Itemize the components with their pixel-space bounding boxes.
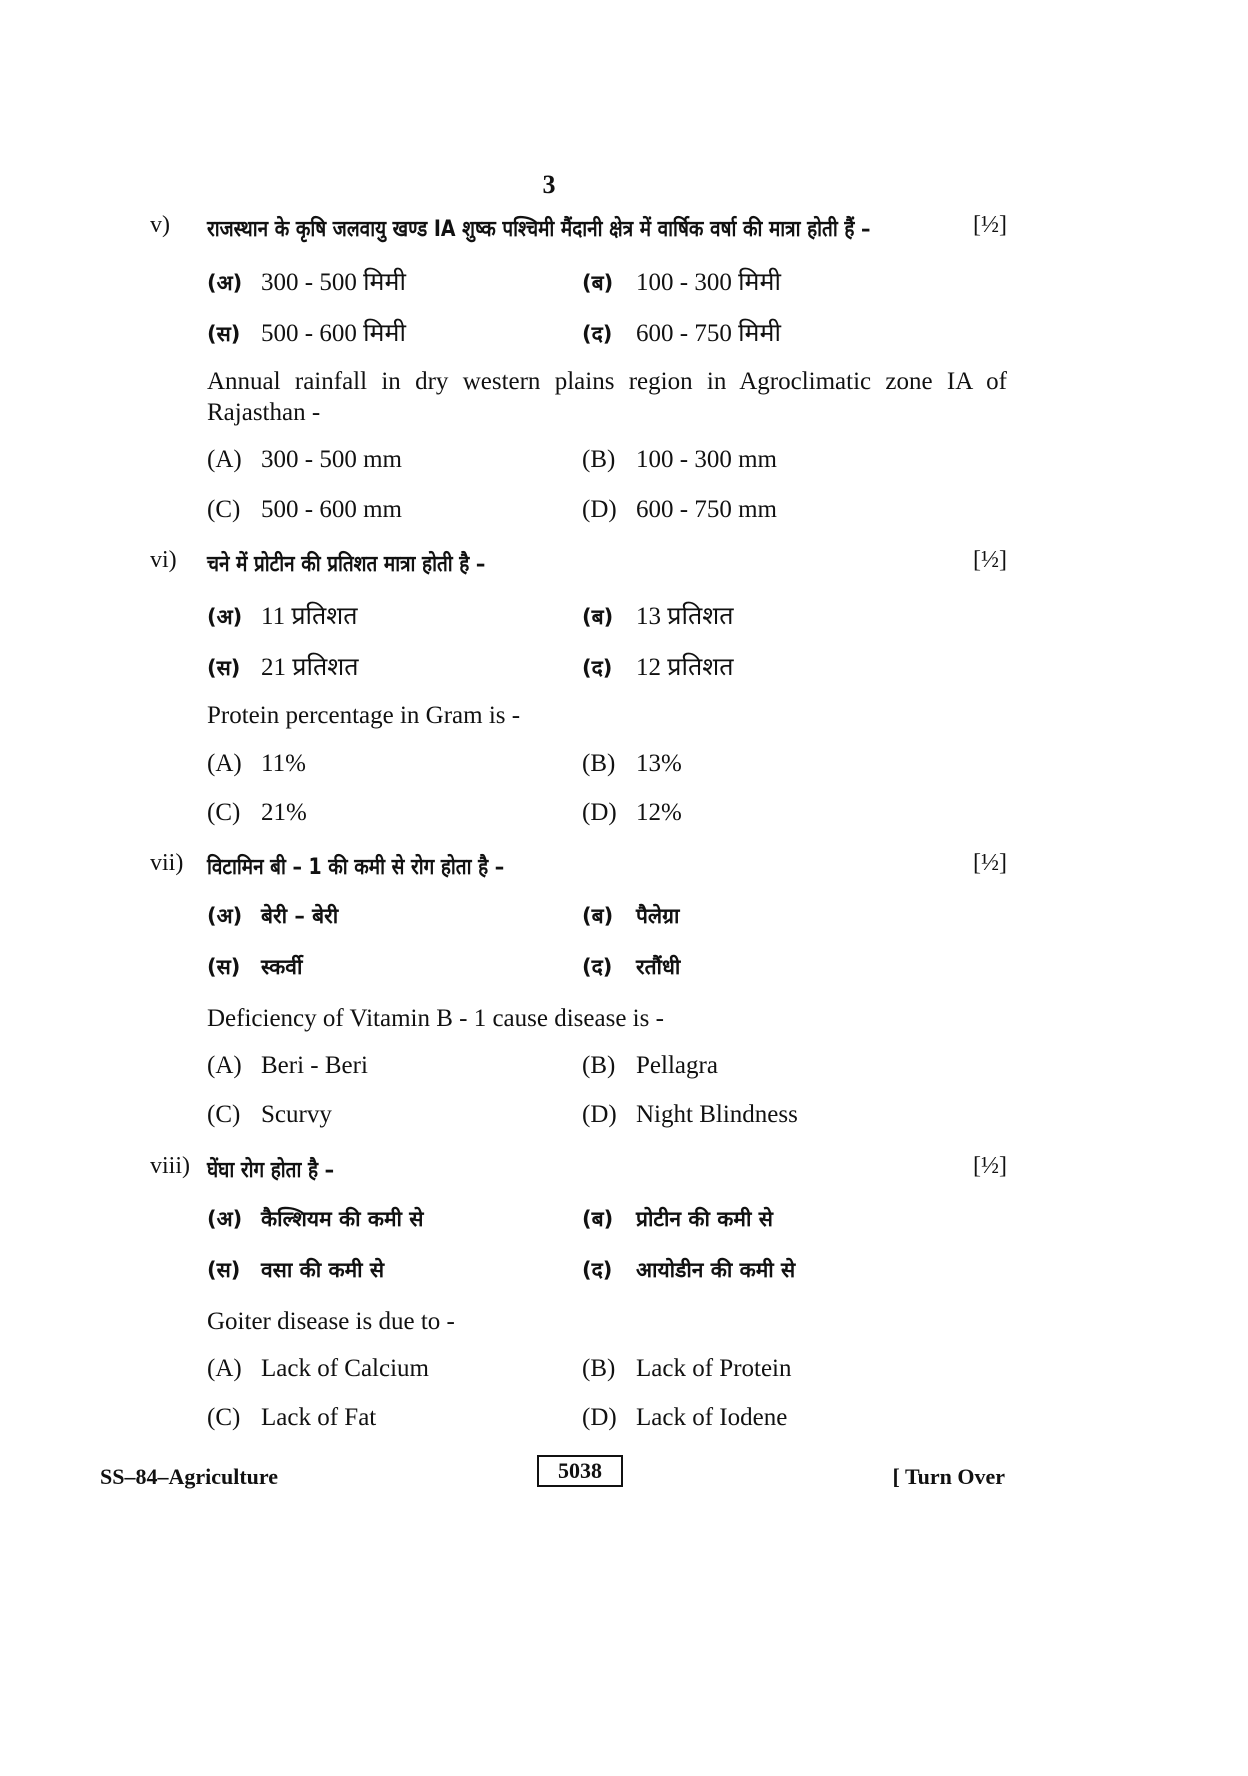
hindi-option-c <box>207 1256 384 1284</box>
option-label: (अ) <box>207 1207 243 1231</box>
option-label: (द) <box>582 322 613 346</box>
page-number: 3 <box>542 170 556 199</box>
english-option-b <box>582 1355 792 1383</box>
option-text: 100 - 300 mm <box>636 446 777 473</box>
option-text: Lack of Protein <box>636 1355 792 1382</box>
english-option-a <box>207 1052 368 1080</box>
turn-over-label: [ Turn Over <box>892 1464 1005 1489</box>
option-label: (C) <box>207 496 241 523</box>
option-label: (अ) <box>207 904 243 928</box>
option-label: (स) <box>207 322 241 346</box>
hindi-option-a <box>207 902 338 930</box>
english-option-a <box>207 446 402 474</box>
option-label: (C) <box>207 799 241 826</box>
option-text: 21% <box>261 799 307 826</box>
hindi-option-c <box>207 953 302 981</box>
hindi-option-a <box>207 1205 424 1233</box>
option-text: 300 - 500 mm <box>261 446 402 473</box>
option-label: (B) <box>582 750 616 777</box>
option-label: (ब) <box>582 904 614 928</box>
option-text: 100 - 300 मिमी <box>636 269 781 296</box>
option-label: (D) <box>582 1101 617 1128</box>
option-text: 12 प्रतिशत <box>636 654 734 681</box>
hindi-option-d <box>582 649 733 683</box>
option-label: (C) <box>207 1404 241 1431</box>
english-option-c <box>207 1101 332 1129</box>
english-question-text: Annual rainfall in dry western plains region in Agroclimatic zone IA of Rajasthan - <box>207 368 1007 426</box>
option-text: 600 - 750 mm <box>636 496 777 523</box>
marks-label: [½] <box>973 1153 1007 1179</box>
option-label: (स) <box>207 656 241 680</box>
option-text: रतौंधी <box>636 955 681 979</box>
english-option-b <box>582 446 777 474</box>
option-label: (A) <box>207 1355 242 1382</box>
option-label: (अ) <box>207 605 243 629</box>
question-number: viii) <box>150 1153 190 1179</box>
hindi-option-b <box>582 902 679 930</box>
option-text: 500 - 600 मिमी <box>261 320 406 347</box>
hindi-option-d <box>582 1256 795 1284</box>
hindi-option-c <box>207 315 406 349</box>
hindi-option-a <box>207 264 406 298</box>
english-option-a <box>207 1355 429 1383</box>
option-text: 13 प्रतिशत <box>636 603 734 630</box>
option-label: (B) <box>582 1355 616 1382</box>
option-text: Night Blindness <box>636 1101 798 1128</box>
english-question-text: Protein percentage in Gram is - <box>207 702 521 729</box>
option-text: Lack of Calcium <box>261 1355 429 1382</box>
option-label: (B) <box>582 1052 616 1079</box>
english-option-a <box>207 750 306 778</box>
option-label: (ब) <box>582 271 614 295</box>
hindi-question-text: राजस्थान के कृषि जलवायु खण्ड IA शुष्क पश्चिमी मैंदानी क्षेत्र में वार्षिक वर्षा की मात्रा होती हैं – <box>207 217 871 242</box>
hindi-option-b <box>582 264 781 298</box>
option-text: पैलेग्रा <box>636 904 680 928</box>
option-label: (A) <box>207 750 242 777</box>
english-option-b <box>582 750 682 778</box>
option-text: 11% <box>261 750 306 777</box>
english-question-text: Goiter disease is due to - <box>207 1308 455 1335</box>
option-text: 12% <box>636 799 682 826</box>
option-text: आयोडीन की कमी से <box>636 1258 796 1282</box>
option-text: स्कर्वी <box>261 955 303 979</box>
option-text: 13% <box>636 750 682 777</box>
option-label: (D) <box>582 1404 617 1431</box>
english-option-d <box>582 799 682 827</box>
option-label: (A) <box>207 446 242 473</box>
option-text: 300 - 500 मिमी <box>261 269 406 296</box>
english-option-c <box>207 1404 376 1432</box>
option-label: (C) <box>207 1101 241 1128</box>
question-number: vi) <box>150 547 177 573</box>
option-text: Pellagra <box>636 1052 718 1079</box>
english-option-c <box>207 496 402 524</box>
english-option-c <box>207 799 307 827</box>
hindi-option-d <box>582 315 781 349</box>
marks-label: [½] <box>973 850 1007 876</box>
hindi-question-text: विटामिन बी – 1 की कमी से रोग होता है – <box>207 855 505 880</box>
option-label: (स) <box>207 955 241 979</box>
option-text: 600 - 750 मिमी <box>636 320 781 347</box>
option-text: प्रोटीन की कमी से <box>636 1207 773 1231</box>
english-option-d <box>582 1101 798 1129</box>
option-text: 500 - 600 mm <box>261 496 402 523</box>
marks-label: [½] <box>973 212 1007 238</box>
hindi-question-text: चने में प्रोटीन की प्रतिशत मात्रा होती है – <box>207 552 486 577</box>
option-label: (D) <box>582 496 617 523</box>
english-question-text: Deficiency of Vitamin B - 1 cause disease is - <box>207 1005 664 1032</box>
hindi-option-b <box>582 1205 773 1233</box>
hindi-option-d <box>582 953 680 981</box>
hindi-option-c <box>207 649 358 683</box>
option-label: (द) <box>582 955 613 979</box>
option-label: (D) <box>582 799 617 826</box>
option-text: 11 प्रतिशत <box>261 603 358 630</box>
english-option-b <box>582 1052 718 1080</box>
option-label: (द) <box>582 656 613 680</box>
option-text: बेरी – बेरी <box>261 904 339 928</box>
hindi-question-text: घेंघा रोग होता है – <box>207 1158 335 1183</box>
option-label: (अ) <box>207 271 243 295</box>
option-label: (A) <box>207 1052 242 1079</box>
paper-code: SS–84–Agriculture <box>100 1464 279 1489</box>
english-option-d <box>582 496 777 524</box>
question-number: vii) <box>150 850 184 876</box>
option-text: Lack of Iodene <box>636 1404 788 1431</box>
paper-number-box: 5038 <box>537 1455 623 1487</box>
option-text: Scurvy <box>261 1101 332 1128</box>
question-number: v) <box>150 212 170 238</box>
option-text: कैल्शियम की कमी से <box>261 1207 424 1231</box>
english-option-d <box>582 1404 787 1432</box>
marks-label: [½] <box>973 547 1007 573</box>
option-label: (ब) <box>582 1207 614 1231</box>
option-text: 21 प्रतिशत <box>261 654 359 681</box>
option-text: वसा की कमी से <box>261 1258 385 1282</box>
option-label: (B) <box>582 446 616 473</box>
option-label: (ब) <box>582 605 614 629</box>
option-text: Lack of Fat <box>261 1404 377 1431</box>
hindi-option-a <box>207 598 358 632</box>
hindi-option-b <box>582 598 733 632</box>
option-label: (स) <box>207 1258 241 1282</box>
option-label: (द) <box>582 1258 613 1282</box>
option-text: Beri - Beri <box>261 1052 368 1079</box>
